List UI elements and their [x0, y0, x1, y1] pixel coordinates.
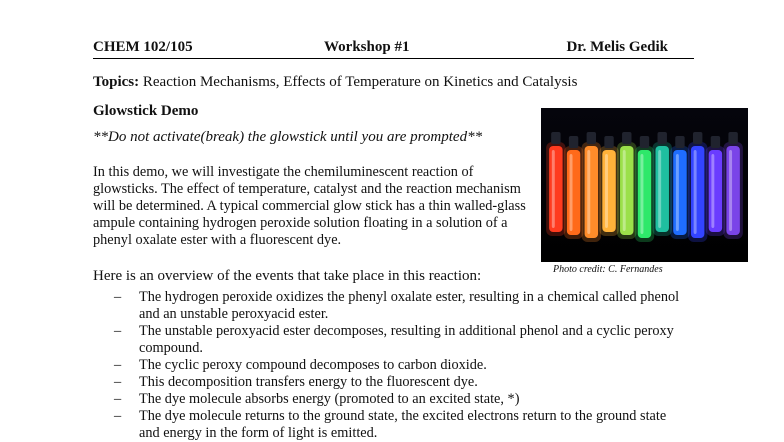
topics-line	[93, 73, 577, 91]
glowstick	[726, 146, 739, 235]
glowstick-highlight	[587, 150, 590, 234]
workshop-title: Workshop #1	[324, 39, 410, 55]
glowstick	[655, 146, 668, 232]
step-text: The hydrogen peroxide oxidizes the phenyl oxalate ester, resulting in a chemical called phenol and an unstable peroxyacid ester.	[139, 289, 680, 322]
topics-label: Topics:	[93, 74, 140, 90]
overview-heading: Here is an overview of the events that take place in this reaction:	[93, 268, 482, 284]
glowstick-cap	[587, 132, 596, 144]
glowstick-cap	[711, 136, 720, 148]
glowstick-cap	[604, 136, 613, 148]
glowstick-cap	[622, 132, 631, 144]
list-item	[114, 408, 684, 442]
list-item	[114, 289, 684, 323]
list-item	[114, 357, 684, 374]
glowstick-highlight	[711, 154, 714, 228]
list-item	[114, 323, 684, 357]
glowstick-highlight	[552, 150, 555, 228]
warning-note: **Do not activate(break) the glowstick until you are prompted**	[93, 129, 483, 145]
step-text: The dye molecule absorbs energy (promoted to an excited state, *)	[139, 391, 520, 407]
course-code: CHEM 102/105	[93, 39, 193, 55]
glowstick	[709, 150, 722, 232]
glowstick-cap	[658, 132, 667, 144]
topics-text: Reaction Mechanisms, Effects of Temperature on Kinetics and Catalysis	[142, 74, 578, 90]
bullet-dash: –	[114, 374, 122, 390]
bullet-dash: –	[114, 408, 122, 424]
step-text: This decomposition transfers energy to the fluorescent dye.	[139, 374, 478, 390]
glowstick-highlight	[605, 154, 608, 228]
glowstick	[549, 146, 562, 232]
step-text: The cyclic peroxy compound decomposes to carbon dioxide.	[139, 357, 487, 373]
instructor-name: Dr. Melis Gedik	[566, 39, 668, 55]
glowstick	[638, 150, 651, 238]
glowstick	[673, 150, 686, 235]
step-text: The dye molecule returns to the ground state, the excited electrons return to the ground state and energy in the form of light is emitted.	[139, 408, 667, 441]
glowstick-cap	[693, 132, 702, 144]
glowstick	[585, 146, 598, 238]
glowstick	[691, 146, 704, 238]
list-item	[114, 391, 684, 408]
bullet-dash: –	[114, 323, 122, 339]
glowstick-highlight	[729, 150, 732, 231]
glowstick-cap	[640, 136, 649, 148]
glowstick	[567, 150, 580, 235]
reaction-steps-list	[114, 289, 684, 442]
glowstick-highlight	[640, 154, 643, 234]
bullet-dash: –	[114, 391, 122, 407]
intro-paragraph: In this demo, we will investigate the chemiluminescent reaction of glowsticks. The effect of temperature, catalyst and the reaction mechanism will be determined. A typical commercial glow stick has a thin walled-glass ampule containing hydrogen peroxide solution floating in a solution of a phenyl oxalate ester with a fluorescent dye.	[93, 164, 526, 248]
glowstick	[602, 150, 615, 232]
glowstick-highlight	[658, 150, 661, 228]
glowstick-cap	[675, 136, 684, 148]
glowstick-cap	[569, 136, 578, 148]
glowstick-highlight	[623, 150, 626, 231]
bullet-dash: –	[114, 289, 122, 305]
page-header	[93, 38, 694, 59]
glowstick-cap	[551, 132, 560, 144]
glowstick-highlight	[694, 150, 697, 234]
glowstick-cap	[728, 132, 737, 144]
glowstick-highlight	[570, 154, 573, 231]
step-text: The unstable peroxyacid ester decomposes, resulting in additional phenol and a cyclic peroxy compound.	[139, 323, 674, 356]
bullet-dash: –	[114, 357, 122, 373]
demo-title: Glowstick Demo	[93, 103, 199, 119]
glowsticks-image	[541, 108, 748, 262]
list-item	[114, 374, 684, 391]
glowstick-highlight	[676, 154, 679, 231]
photo-credit: Photo credit: C. Fernandes	[553, 264, 663, 275]
glowstick-photo	[541, 108, 748, 262]
glowstick	[620, 146, 633, 235]
